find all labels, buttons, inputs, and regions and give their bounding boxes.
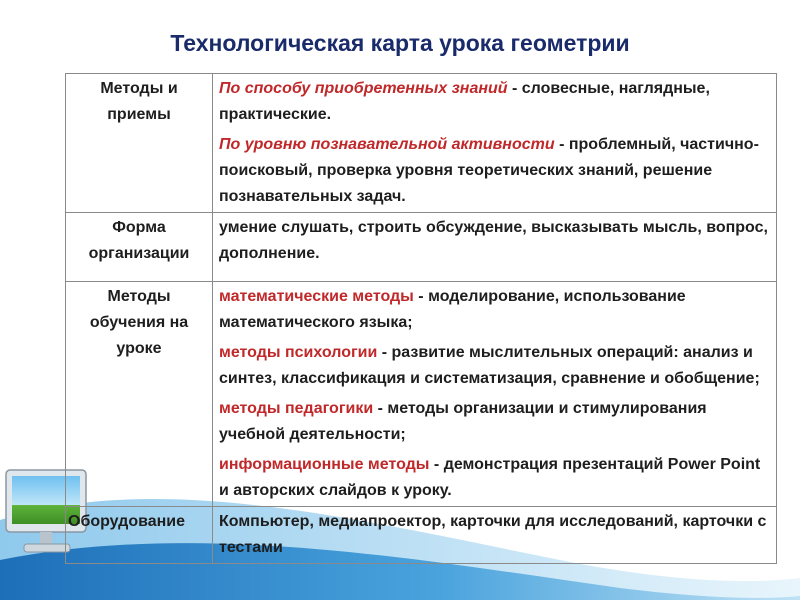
table-row: [66, 213, 777, 282]
row-label-form: Форма организации: [66, 213, 213, 282]
teaching-item: [219, 284, 768, 336]
accent-text: математические методы: [219, 288, 414, 305]
teaching-item: [219, 340, 768, 392]
teaching-item: [219, 396, 768, 448]
table-row: [66, 507, 777, 564]
body-text: - демонстрация презентаций Power Point и авторских слайдов к уроку.: [219, 456, 761, 499]
methods-paragraph: [219, 132, 768, 210]
body-text: - словесные, наглядные, практические.: [219, 80, 710, 123]
row-label-teaching: Методы обучения на уроке: [66, 282, 213, 507]
accent-text: методы психологии: [219, 344, 378, 361]
page-title: Технологическая карта урока геометрии: [170, 30, 630, 56]
accent-text: По способу приобретенных знаний: [219, 80, 508, 97]
body-text: - проблемный, частично-поисковый, проверка уровня теоретических знаний, решение познавательных задач.: [219, 136, 759, 205]
accent-text: информационные методы: [219, 456, 430, 473]
methods-paragraph: [219, 76, 768, 128]
body-text: - моделирование, использование математического языка;: [219, 288, 686, 331]
table-row: [66, 74, 777, 213]
body-text: - методы организации и стимулирования учебной деятельности;: [219, 400, 707, 443]
row-content-teaching: [213, 282, 777, 507]
row-content-methods: [213, 74, 777, 213]
teaching-item: [219, 452, 768, 504]
row-label-equipment: Оборудование: [66, 507, 213, 564]
lesson-card-table: [65, 73, 777, 564]
row-label-methods: Методы и приемы: [66, 74, 213, 213]
accent-text: По уровню познавательной активности: [219, 136, 555, 153]
row-content-equipment: Компьютер, медиапроектор, карточки для исследований, карточки с тестами: [213, 507, 777, 564]
body-text: - развитие мыслительных операций: анализ и синтез, классификация и систематизация, сравнение и обобщение;: [219, 344, 760, 387]
table-row: [66, 282, 777, 507]
accent-text: методы педагогики: [219, 400, 374, 417]
row-content-form: умение слушать, строить обсуждение, высказывать мысль, вопрос, дополнение.: [213, 213, 777, 282]
